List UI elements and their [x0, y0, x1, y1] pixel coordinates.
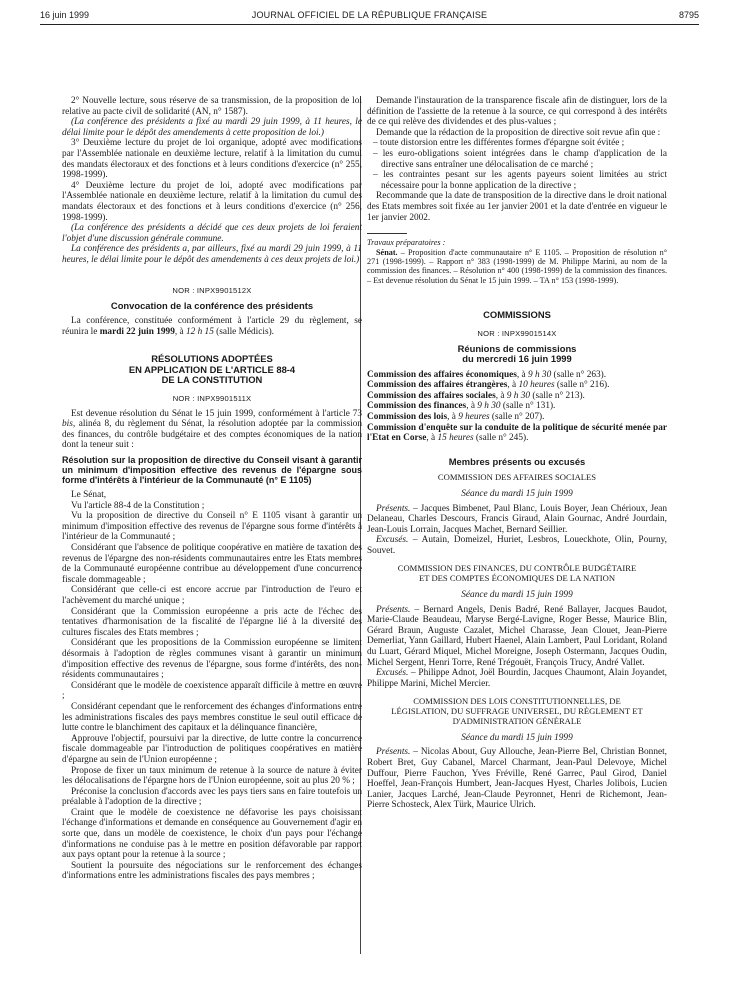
- resolution-paragraph: Craint que le modèle de coexistence ne défavorise les pays choisissant l'échange d'informations et demande en conséquence au Gouvernement d'agir en sorte que, dans un modèle de coexistence, le choix d'un pays pour l'échange d'informations ne conduise pas à le mettre en position défavorable par rapport aux pays optant pour la retenue à la source ;: [62, 807, 362, 861]
- para-nouvelle-lecture: 2° Nouvelle lecture, sous réserve de sa transmission, de la proposition de loi relative au pacte civil de solidarité (AN, n° 1587).: [62, 96, 362, 117]
- para-transparence: Demande l'instauration de la transparence fiscale afin de distinguer, lors de la définition de l'assiette de la retenue à la source, ce qui correspond à des intérêts de ce qui relève des dividendes et des plus-values ;: [367, 96, 667, 128]
- bullet-item: – les euro-obligations soient intégrées dans le champ d'application de la directive sans entraîner une délocalisation de ce marché ;: [373, 148, 667, 170]
- presents-lois: Présents. – Nicolas About, Guy Allouche, Jean-Pierre Bel, Christian Bonnet, Robert Bret, Guy Cabanel, Marcel Charmant, Jean-Paul Delevoye, Michel Duffour, Pierre Fauchon, Yves Fréville, René Garrec, Paul Girod, Daniel Hoeffel, Jean-François Humbert, Jean-Jacques Hyest, Charles Jolibois, Lucien Lanier, Jacques Larché, Jean-Claude Peyronnet, Henri de Richemont, Jean-Pierre Schosteck, Alex Türk, Maurice Ulrich.: [367, 747, 667, 811]
- header-page-number: 8795: [678, 10, 699, 20]
- bullet-item: – les contraintes pesant sur les agents payeurs soient limitées au strict nécessaire pour la bonne application de la directive ;: [373, 170, 667, 191]
- meeting-item: Commission des finances, à 9 h 30 (salle n° 131).: [367, 401, 556, 412]
- excuses-finances: Excusés. – Philippe Adnot, Joël Bourdin, Jacques Chaumont, Alain Joyandet, Philippe Marini, Michel Mercier.: [367, 668, 667, 689]
- right-column: [367, 96, 667, 811]
- travaux-body: Sénat. – Proposition d'acte communautaire n° E 1105. – Proposition de résolution n° 271 (1998-1999). – Rapport n° 383 (1998-1999) de M. Philippe Marini, au nom de la commission des finances. – Résolution n° 400 (1998-1999) de la commission des finances. – Est devenue résolution du Sénat le 15 juin 1999. – TA n° 153 (1998-1999).: [367, 247, 667, 285]
- meeting-item: Commission d'enquête sur la conduite de la politique de sécurité menée par l'Etat en Corse, à 15 heures (salle n° 245).: [367, 422, 667, 444]
- bullet-list: [367, 138, 667, 191]
- resolution-title: Résolution sur la proposition de directive du Conseil visant à garantir un minimum d'imposition effective des revenus de l'épargne sous forme d'intérêts à l'intérieur de la Communauté (n° E 1105): [62, 455, 362, 486]
- travaux-rule: [367, 233, 407, 234]
- resolution-paragraph: Propose de fixer un taux minimum de retenue à la source de nature à éviter les délocalisations de l'épargne hors de l'Union européenne, soit au plus 20 % ;: [62, 765, 362, 787]
- meeting-item: Commission des lois, à 9 heures (salle n° 207).: [367, 412, 545, 423]
- resolution-paragraph: Soutient la poursuite des négociations sur le renforcement des échanges d'informations entre les administrations fiscales des pays membres ;: [62, 860, 362, 882]
- resolution-paragraph: Considérant que le modèle de coexistence apparaît difficile à mettre en œuvre ;: [62, 680, 362, 702]
- meetings-list: [367, 370, 667, 444]
- meeting-item: Commission des affaires sociales, à 9 h 30 (salle n° 213).: [367, 390, 585, 401]
- travaux-label: Travaux préparatoires :: [367, 238, 446, 248]
- commission-lois-title: COMMISSION DES LOIS CONSTITUTIONNELLES, DE LÉGISLATION, DU SUFFRAGE UNIVERSEL, DU RÈGLEMENT ET D'ADMINISTRATION GÉNÉRALE: [391, 696, 643, 726]
- para-convocation: La conférence, constituée conformément à l'article 29 du règlement, se réunira le mardi 22 juin 1999, à 12 h 15 (salle Médicis).: [62, 316, 362, 337]
- left-column: [62, 96, 362, 882]
- section-title-reunions: Réunions de commissions du mercredi 16 juin 1999: [457, 342, 577, 365]
- header-date: 16 juin 1999: [40, 10, 90, 20]
- nor-reference: NOR : INPX9901514X: [477, 328, 557, 338]
- para-redaction: Demande que la rédaction de la proposition de directive soit revue afin que :: [376, 127, 661, 138]
- commission-affaires-sociales-title: COMMISSION DES AFFAIRES SOCIALES: [437, 472, 597, 483]
- para-deuxieme-lecture-loi: 4° Deuxième lecture du projet de loi, adopté avec modifications par l'Assemblée nationale en deuxième lecture, relatif à la limitation du cumul des mandats électoraux et des fonctions et à leurs conditions d'exercice (n° 256, 1998-1999).: [62, 180, 362, 223]
- seance-date: Séance du mardi 15 juin 1999: [461, 732, 573, 743]
- seance-date: Séance du mardi 15 juin 1999: [461, 488, 573, 499]
- resolution-paragraph: Considérant que l'absence de politique coopérative en matière de taxation des revenus de l'épargne des non-résidents communautaires entre les Etats membres de la Communauté européenne contribue au développement d'une concurrence fiscale dommageable ;: [62, 543, 362, 585]
- para-discussion-commune-note: (La conférence des présidents a décidé que ces deux projets de loi feraient l'objet d'une discussion générale commune.: [62, 223, 362, 244]
- section-title-commissions: COMMISSIONS: [483, 309, 551, 321]
- commission-finances-title: COMMISSION DES FINANCES, DU CONTRÔLE BUDGÉTAIRE ET DES COMPTES ÉCONOMIQUES DE LA NATION: [397, 563, 637, 584]
- section-title-resolutions: RÉSOLUTIONS ADOPTÉES EN APPLICATION DE L'ARTICLE 88-4 DE LA CONSTITUTION: [128, 353, 296, 386]
- presents-affaires-sociales: Présents. – Jacques Bimbenet, Paul Blanc, Louis Boyer, Jean Chérioux, Jean Delaneau, Charles Descours, Francis Giraud, Alain Gournac, André Jourdain, Jean-Louis Lorrain, Jacques Machet, Bernard Seillier.: [367, 503, 667, 535]
- para-resolution-intro: Est devenue résolution du Sénat le 15 juin 1999, conformément à l'article 73 bis, alinéa 8, du règlement du Sénat, la résolution adoptée par la commission des finances, du contrôle budgétaire et des comptes économiques de la nation dont la teneur suit :: [62, 408, 362, 451]
- resolution-paragraph: Considérant que celle-ci est encore accrue par l'introduction de l'euro et l'achèvement du marché unique ;: [62, 585, 362, 606]
- para-deuxieme-lecture-organique: 3° Deuxième lecture du projet de loi organique, adopté avec modifications par l'Assemblée nationale en deuxième lecture, relatif à la limitation du cumul des mandats électoraux et des fonctions et à leurs conditions d'exercice (n° 255, 1998-1999).: [62, 138, 362, 181]
- bullet-item: – toute distorsion entre les différentes formes d'épargne soit évitée ;: [373, 138, 625, 149]
- resolution-paragraph: Vu la proposition de directive du Conseil n° E 1105 visant à garantir un minimum d'imposition effective des revenus de l'épargne sous forme d'intérêts à l'intérieur de la Communauté ;: [62, 511, 362, 543]
- resolution-paragraph: Considérant que la Commission européenne a pris acte de l'échec des tentatives d'harmonisation de la fiscalité de l'épargne lié à la diversité des cultures fiscales des Etats membres ;: [62, 606, 362, 638]
- nor-reference: NOR : INPX9901512X: [172, 285, 252, 295]
- section-title-convocation: Convocation de la conférence des présidents: [110, 299, 314, 311]
- resolution-body: [62, 490, 362, 882]
- para-transposition: Recommande que la date de transposition de la directive dans le droit national des Etats membres soit fixée au 1er janvier 2001 et la date d'entrée en vigueur le 1er janvier 2002.: [367, 191, 667, 223]
- resolution-paragraph: Vu l'article 88-4 de la Constitution ;: [71, 500, 205, 511]
- header-rule: [40, 24, 699, 25]
- page-header: [40, 10, 699, 24]
- para-delai-note: La conférence des présidents a, par ailleurs, fixé au mardi 29 juin 1999, à 11 heures, le délai limite pour le dépôt des amendements à ces deux projets de loi.): [62, 244, 362, 265]
- resolution-paragraph: Préconise la conclusion d'accords avec les pays tiers sans en faire toutefois un préalable à l'adoption de la directive ;: [62, 786, 362, 808]
- resolution-paragraph: Considérant que les propositions de la Commission européenne se limitent désormais à l'adoption de règles communes visant à garantir un minimum d'imposition effective des revenus de l'épargne, sous forme d'intérêts, des non-résidents communautaires ;: [62, 638, 362, 681]
- section-title-membres: Membres présents ou excusés: [448, 455, 586, 467]
- meeting-item: Commission des affaires étrangères, à 10 heures (salle n° 216).: [367, 380, 610, 391]
- excuses-affaires-sociales: Excusés. – Autain, Domeizel, Huriet, Lesbros, Loueckhote, Olin, Pourny, Souvet.: [367, 535, 667, 556]
- nor-reference: NOR : INPX9901511X: [172, 393, 252, 403]
- resolution-paragraph: Le Sénat,: [71, 490, 107, 501]
- resolution-paragraph: Considérant cependant que le renforcement des échanges d'informations entre les administrations fiscales des pays membres constitue le seul outil efficace de lutte contre le blanchiment des capitaux et la délinquance financière,: [62, 701, 362, 734]
- para-nouvelle-lecture-note: (La conférence des présidents a fixé au mardi 29 juin 1999, à 11 heures, le délai limite pour le dépôt des amendements à cette proposition de loi.): [62, 117, 362, 138]
- presents-finances: Présents. – Bernard Angels, Denis Badré, René Ballayer, Jacques Baudot, Marie-Claude Beaudeau, Maryse Bergé-Lavigne, Roger Besse, Maurice Blin, Gérard Braun, Auguste Cazalet, Michel Charasse, Jean Clouet, Jean-Pierre Demerliat, Yann Gaillard, Hubert Haenel, Alain Lambert, Paul Loridant, Roland du Luart, Gérard Miquel, Michel Moreigne, Joseph Ostermann, Jacques Oudin, Michel Sergent, Henri Torre, René Trégouët, François Trucy, André Vallet.: [367, 604, 667, 668]
- seance-date: Séance du mardi 15 juin 1999: [461, 590, 573, 601]
- meeting-item: Commission des affaires économiques, à 9 h 30 (salle n° 263).: [367, 369, 607, 380]
- resolution-paragraph: Approuve l'objectif, poursuivi par la directive, de lutte contre la concurrence fiscale dommageable par l'introduction de politiques coopératives en matière d'épargne au sein de l'Union européenne ;: [62, 733, 362, 765]
- header-title: JOURNAL OFFICIEL DE LA RÉPUBLIQUE FRANÇAISE: [251, 10, 488, 20]
